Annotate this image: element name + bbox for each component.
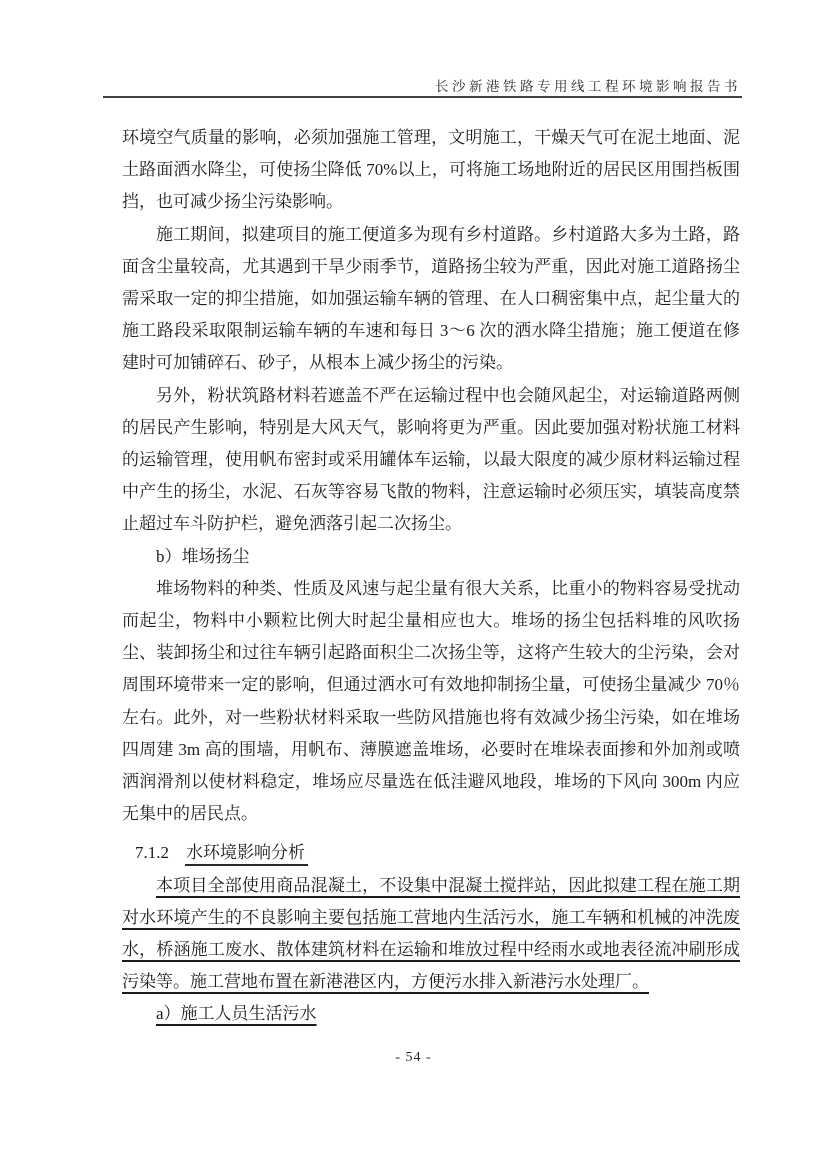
page-body xyxy=(122,122,740,1031)
paragraph-air-quality-continuation: 环境空气质量的影响，必须加强施工管理，文明施工，干燥天气可在泥土地面、泥土路面洒水降尘，可使扬尘降低 70%以上，可将施工场地附近的居民区用围挡板围挡，也可减少扬尘污染影响。 xyxy=(122,128,740,212)
section-heading-title: 水环境影响分析 xyxy=(185,843,308,866)
list-item-b-stockyard-dust: b）堆场扬尘 xyxy=(156,546,250,566)
paragraph-stockyard-dust: 堆场物料的种类、性质及风速与起尘量有很大关系，比重小的物料容易受扰动而起尘，物料中小颗粒比例大时起尘量相应也大。堆场的扬尘包括料堆的风吹扬尘、装卸扬尘和过往车辆引起路面积尘二次扬尘等，这将产生较大的尘污染，会对周围环境带来一定的影响，但通过洒水可有效地抑制扬尘量，可使扬尘量减少 70％左右。此外，对一些粉状材料采取一些防风措施也将有效减少扬尘污染，如在堆场四周建 3m 高的围墙，用帆布、薄膜遮盖堆场，必要时在堆垛表面掺和外加剂或喷洒润滑剂以使材料稳定，堆场应尽量选在低洼避风地段，堆场的下风向 300m 内应无集中的居民点。 xyxy=(122,578,740,824)
paragraph-powder-material-transport: 另外，粉状筑路材料若遮盖不严在运输过程中也会随风起尘，对运输道路两侧的居民产生影响，特别是大风天气，影响将更为严重。因此要加强对粉状施工材料的运输管理，使用帆布密封或采用罐体车运输，以最大限度的减少原材料运输过程中产生的扬尘，水泥、石灰等容易飞散的物料，注意运输时必须压实，填装高度禁止超过车斗防护栏，避免洒落引起二次扬尘。 xyxy=(122,385,740,534)
list-item-a-domestic-sewage: a）施工人员生活污水 xyxy=(156,1004,317,1024)
paragraph-water-environment: 本项目全部使用商品混凝土，不设集中混凝土搅拌站，因此拟建工程在施工期对水环境产生的不良影响主要包括施工营地内生活污水，施工车辆和机械的冲洗废水，桥涵施工废水、散体建筑材料在运输和堆放过程中经雨水或地表径流冲刷形成污染等。施工营地布置在新港港区内，方便污水排入新港污水处理厂。 xyxy=(122,875,740,992)
page-number: - 54 - xyxy=(395,1050,432,1065)
paragraph-construction-roads: 施工期间，拟建项目的施工便道多为现有乡村道路。乡村道路大多为土路，路面含尘量较高，尤其遇到干旱少雨季节，道路扬尘较为严重，因此对施工道路扬尘需采取一定的抑尘措施，如加强运输车辆的管理、在人口稠密集中点，起尘量大的施工路段采取限制运输车辆的车速和每日 3～6 次的洒水降尘措施；施工便道在修建时可加铺碎石、砂子，从根本上减少扬尘的污染。 xyxy=(122,224,740,373)
header-divider-rule xyxy=(103,96,742,98)
running-header-title: 长沙新港铁路专用线工程环境影响报告书 xyxy=(435,79,741,94)
section-heading xyxy=(135,837,740,869)
section-heading-number: 7.1.2 xyxy=(135,843,169,863)
